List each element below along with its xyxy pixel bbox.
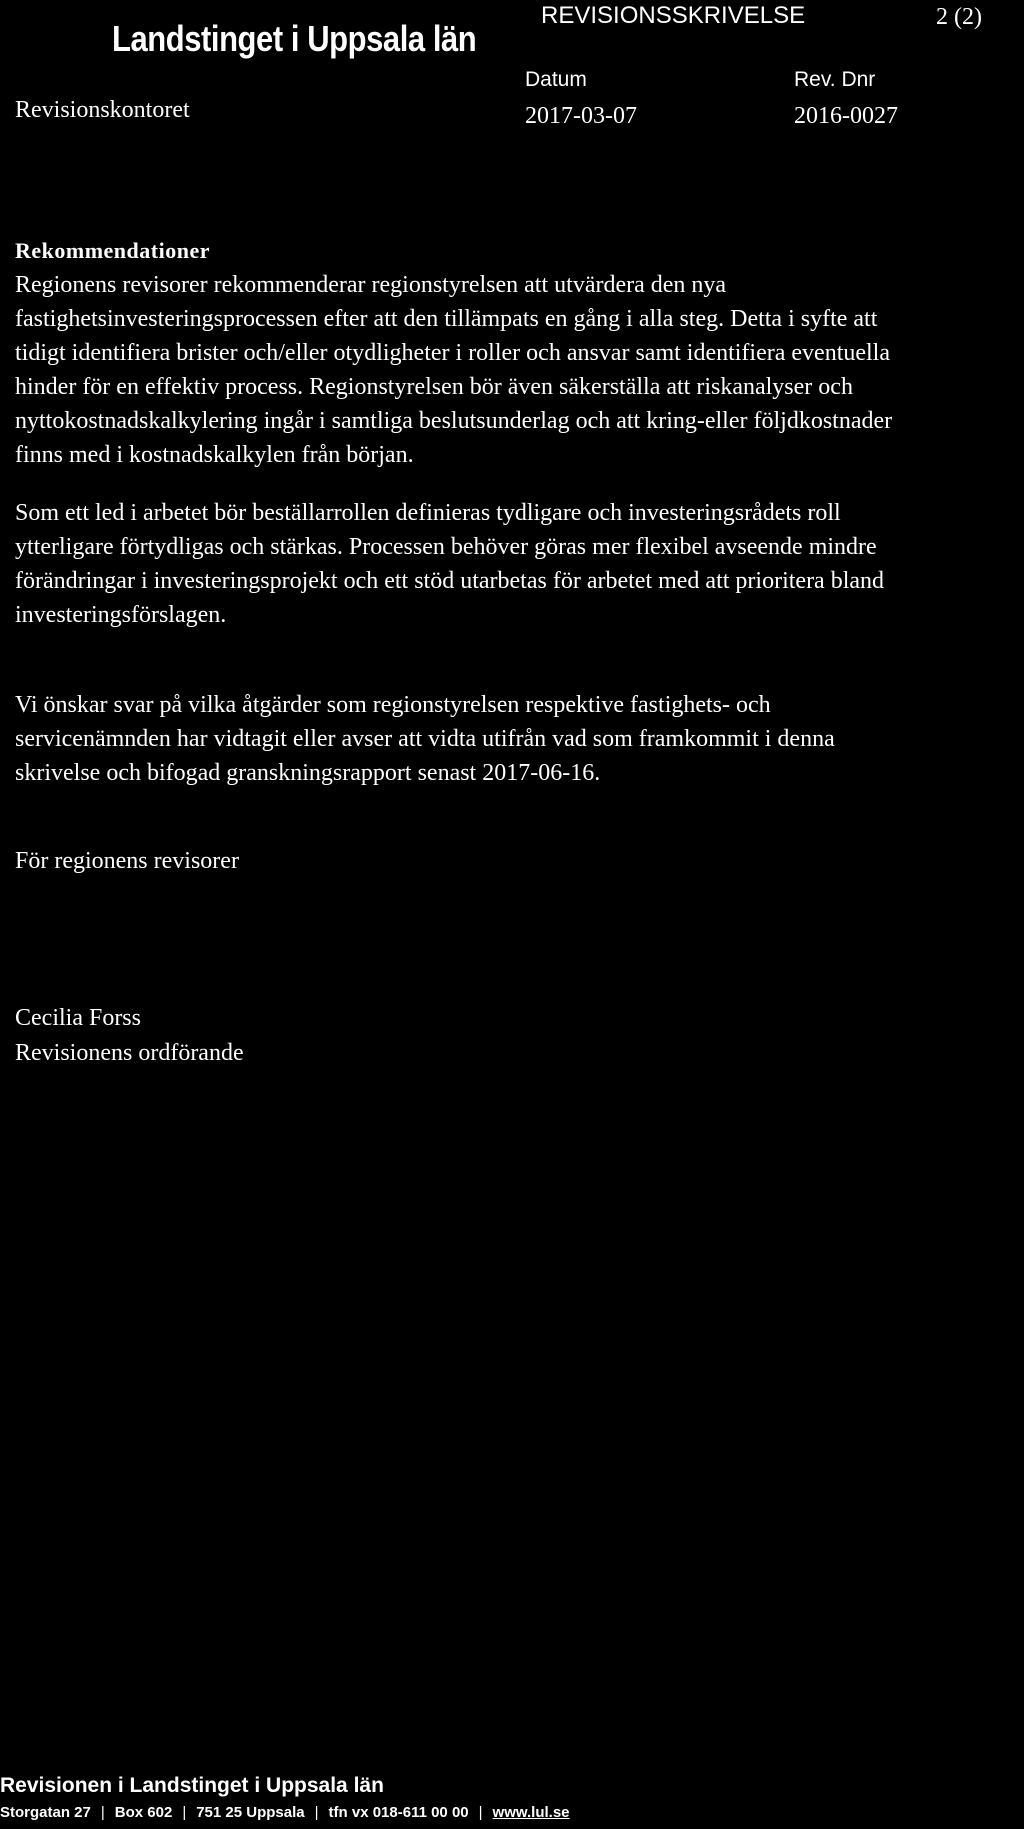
separator: | — [314, 1804, 319, 1821]
section-heading: Rekommendationer — [15, 238, 210, 263]
page-number: 2 (2) — [936, 4, 982, 30]
signer-name: Cecilia Forss — [15, 1005, 141, 1031]
document-type: REVISIONSSKRIVELSE — [541, 2, 806, 29]
separator: | — [478, 1804, 483, 1821]
separator: | — [100, 1804, 105, 1821]
text-line: fastighetsinvesteringsprocessen efter att den tillämpats en gång i alla steg. Detta i syfte att — [15, 306, 878, 332]
date-value: 2017-03-07 — [525, 103, 637, 129]
text-line: tidigt identifiera brister och/eller otydligheter i roller och ansvar samt identifiera eventuella — [15, 340, 891, 366]
separator: | — [182, 1804, 187, 1821]
text-line: servicenämnden har vidtagit eller avser att vidta utifrån vad som framkommit i denna — [15, 726, 835, 752]
date-label: Datum — [525, 68, 587, 91]
footer-website-link[interactable]: www.lul.se — [492, 1804, 570, 1821]
text-line: nyttokostnadskalkylering ingår i samtliga beslutsunderlag och att kring-eller följdkostnader — [15, 408, 893, 434]
dnr-label: Rev. Dnr — [794, 68, 876, 91]
organization-name: Landstinget i Uppsala län — [112, 18, 477, 59]
footer-address: Storgatan 27 — [0, 1804, 91, 1821]
footer-box: Box 602 — [114, 1804, 173, 1821]
closing-line: För regionens revisorer — [15, 848, 239, 874]
text-line: Regionens revisorer rekommenderar regionstyrelsen att utvärdera den nya — [15, 272, 727, 298]
text-line: Vi önskar svar på vilka åtgärder som regionstyrelsen respektive fastighets- och — [15, 692, 771, 718]
text-line: Som ett led i arbetet bör beställarrollen definieras tydligare och investeringsrådets roll — [15, 500, 841, 526]
footer-postal: 751 25 Uppsala — [196, 1804, 305, 1821]
text-line: ytterligare förtydligas och stärkas. Processen behöver göras mer flexibel avseende mindre — [15, 534, 877, 560]
paragraph-response-request — [15, 688, 835, 790]
paragraph-roles — [15, 496, 884, 632]
office-name: Revisionskontoret — [15, 97, 190, 123]
dnr-value: 2016-0027 — [794, 103, 898, 129]
footer-contact — [0, 1804, 570, 1821]
paragraph-recommendations — [15, 268, 892, 472]
text-line: skrivelse och bifogad granskningsrapport senast 2017-06-16. — [15, 760, 601, 786]
text-line: investeringsförslagen. — [15, 602, 227, 628]
footer-organization: Revisionen i Landstinget i Uppsala län — [0, 1774, 384, 1797]
footer-phone: tfn vx 018-611 00 00 — [328, 1804, 469, 1821]
signer-title: Revisionens ordförande — [15, 1040, 244, 1066]
text-line: hinder för en effektiv process. Regionstyrelsen bör även säkerställa att riskanalyser och — [15, 374, 853, 400]
text-line: förändringar i investeringsprojekt och ett stöd utarbetas för arbetet med att prioritera bland — [15, 568, 885, 594]
text-line: finns med i kostnadskalkylen från början. — [15, 442, 414, 468]
